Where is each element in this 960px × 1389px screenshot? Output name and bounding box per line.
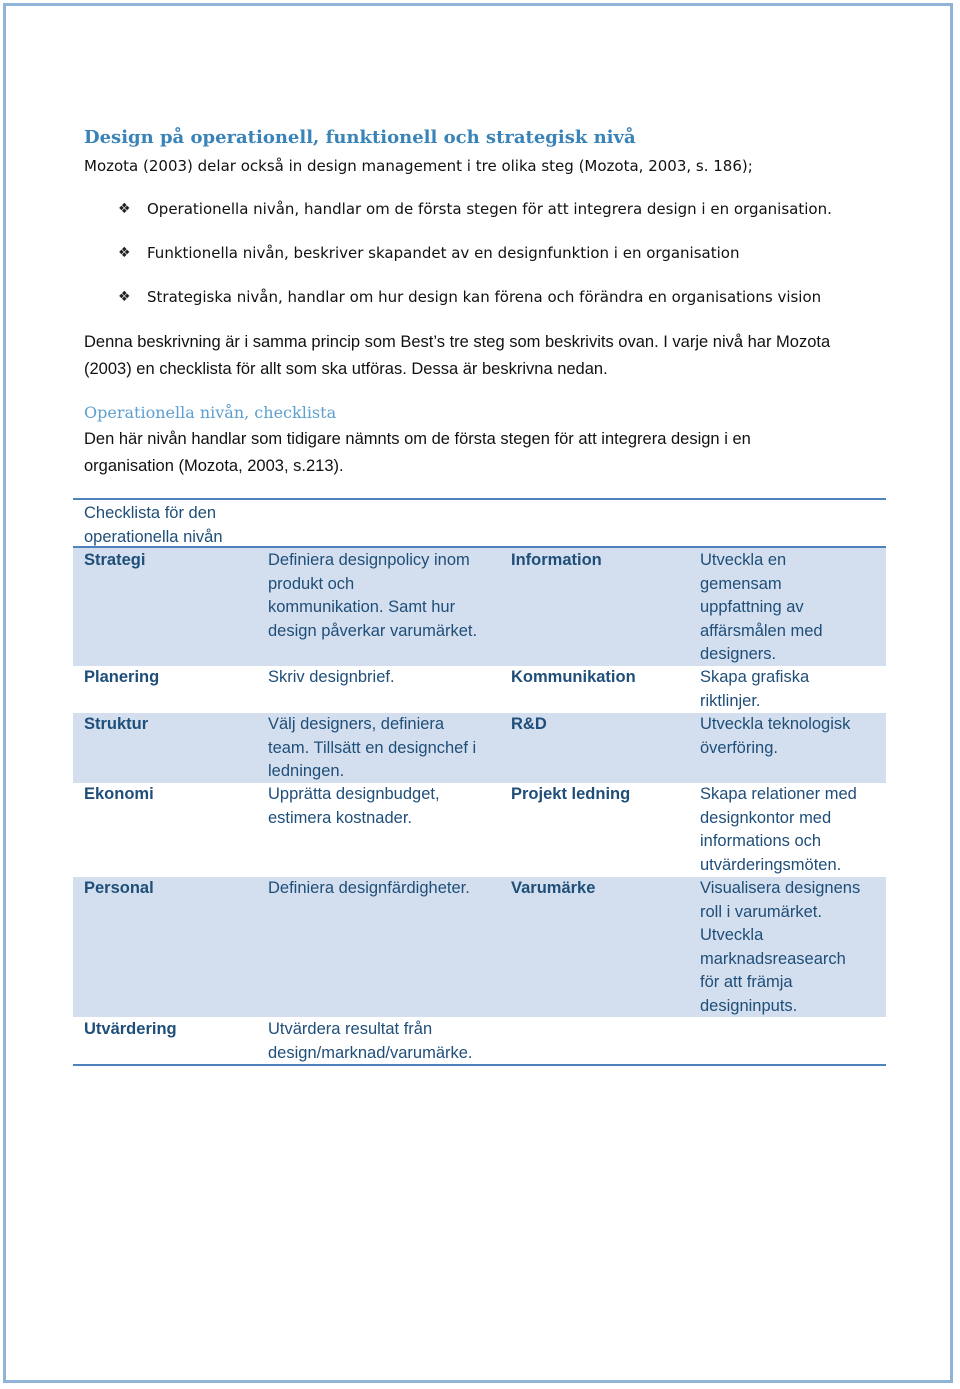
row-category-task: Utveckla en gemensam uppfattning av affärsmålen med designers.: [700, 551, 823, 663]
section-heading: Design på operationell, funktionell och strategisk nivå: [84, 127, 636, 148]
row-category-task: Skapa relationer med designkontor med informations och utvärderingsmöten.: [700, 785, 857, 874]
subsection-heading: Operationella nivån, checklista: [84, 403, 337, 422]
row-category-task: Utvärdera resultat från design/marknad/varumärke.: [268, 1020, 473, 1062]
row-category-label: Planering: [84, 668, 160, 686]
row-category-label: Kommunikation: [511, 668, 636, 686]
table-top-rule: [73, 498, 886, 500]
row-category-label: Ekonomi: [84, 785, 154, 803]
row-category-label: Information: [511, 551, 602, 569]
diamond-bullet-icon: ❖: [118, 289, 131, 305]
paragraph: Den här nivån handlar som tidigare nämnts om de första stegen för att integrera design i en organisation (Mozota, 2003, s.213).: [84, 430, 751, 475]
paragraph: Denna beskrivning är i samma princip som Best’s tre steg som beskrivits ovan. I varje nivå har Mozota (2003) en checklista för allt som ska utföras. Dessa är beskrivna nedan.: [84, 333, 831, 378]
row-category-task: Visualisera designens roll i varumärket. Utveckla marknadsreasearch för att främja designinputs.: [700, 879, 861, 1015]
row-category-task: Upprätta designbudget, estimera kostnader.: [268, 785, 440, 827]
row-category-task: Välj designers, definiera team. Tillsätt en designchef i ledningen.: [268, 715, 477, 780]
row-category-task: Skriv designbrief.: [268, 668, 395, 686]
row-category-label: Varumärke: [511, 879, 596, 897]
row-category-task: Definiera designfärdigheter.: [268, 879, 470, 897]
row-category-label: Personal: [84, 879, 154, 897]
diamond-bullet-icon: ❖: [118, 245, 131, 261]
row-category-task: Skapa grafiska riktlinjer.: [700, 668, 810, 710]
row-category-task: Utveckla teknologisk överföring.: [700, 715, 851, 757]
table-header: Checklista för den operationella nivån: [84, 504, 223, 546]
diamond-bullet-icon: ❖: [118, 201, 131, 217]
row-category-label: Strategi: [84, 551, 146, 569]
intro-text: Mozota (2003) delar också in design management i tre olika steg (Mozota, 2003, s. 186);: [84, 157, 753, 175]
row-category-label: Projekt ledning: [511, 785, 631, 803]
row-category-label: Struktur: [84, 715, 149, 733]
table-bottom-rule: [73, 1064, 886, 1066]
row-category-task: Definiera designpolicy inom produkt och kommunikation. Samt hur design påverkar varumärket.: [268, 551, 478, 640]
row-category-label: Utvärdering: [84, 1020, 177, 1038]
row-category-label: R&D: [511, 715, 547, 733]
